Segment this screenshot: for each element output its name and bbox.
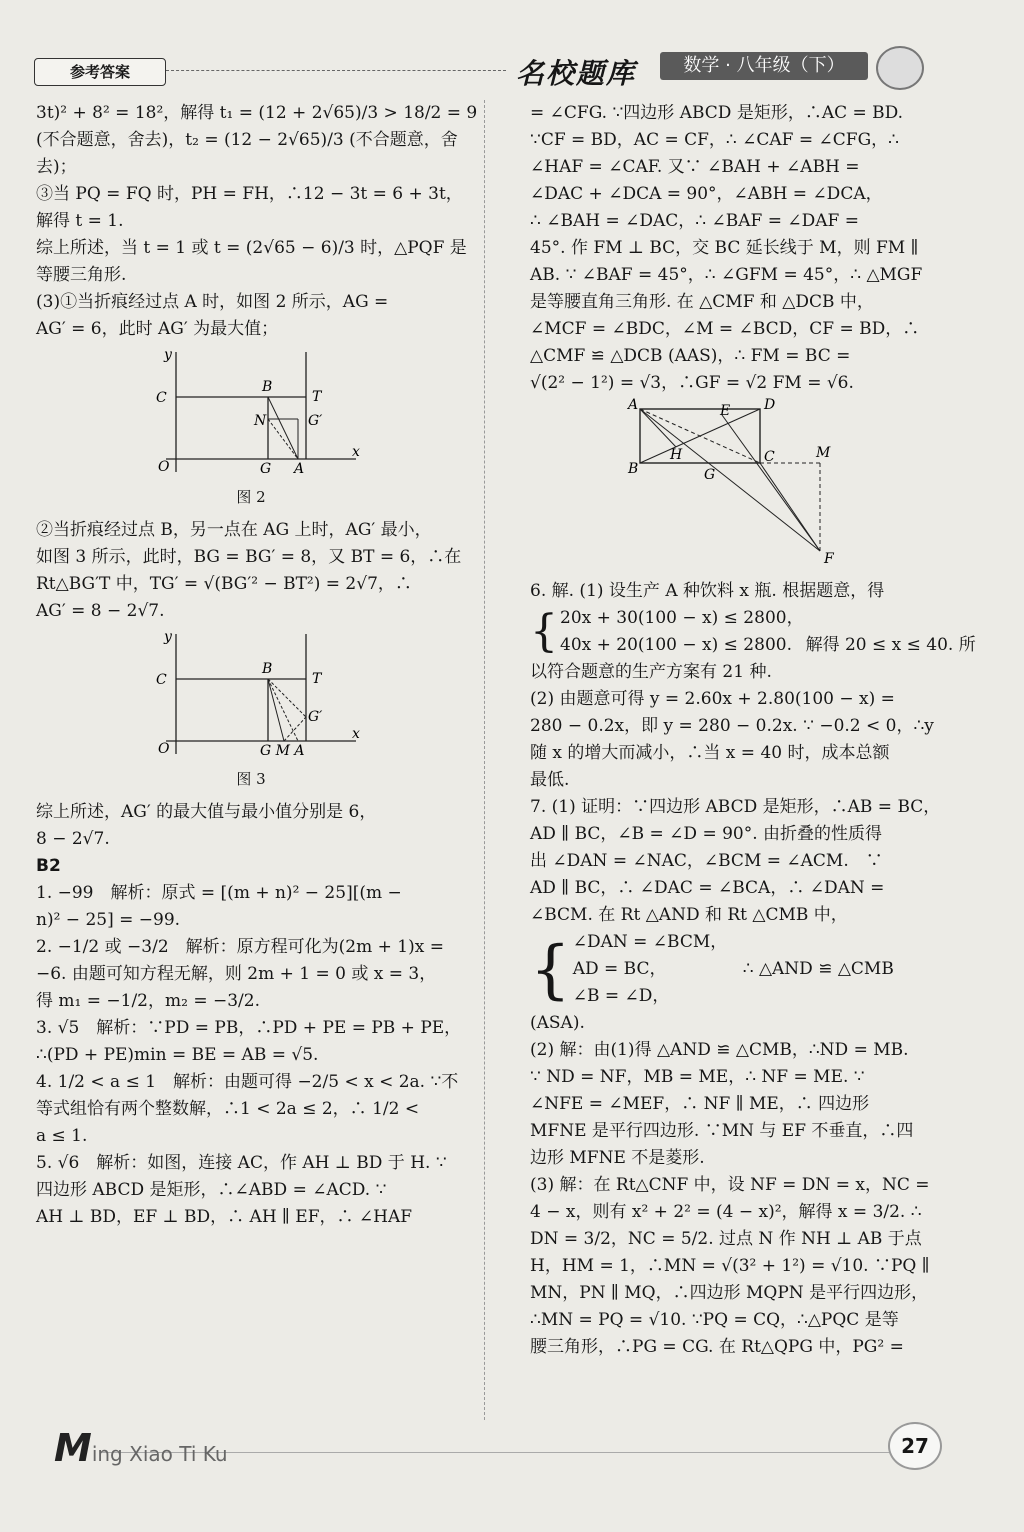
text-line: 得 m₁ = −1/2，m₂ = −3/2. [36, 991, 260, 1011]
figure-3 [146, 629, 466, 768]
text-line: 1. −99 解析：原式 = [(m + n)² − 25][(m − [36, 883, 402, 903]
text-line: 边形 MFNE 不是菱形. [530, 1148, 705, 1168]
text-line: 40x + 20(100 − x) ≤ 2800. [560, 635, 792, 655]
fig5-label-b: B [628, 461, 639, 477]
figure-2-caption: 图 2 [236, 488, 266, 506]
left-brace: { [530, 932, 571, 1007]
fig5-label-g: G [704, 467, 716, 483]
text-line: 280 − 0.2x，即 y = 280 − 0.2x. ∵ −0.2 < 0，∴y [530, 716, 934, 736]
text-line: 8 − 2√7. [36, 829, 110, 849]
text-line: H，HM = 1，∴MN = √(3² + 1²) = √10. ∵PQ ∥ [530, 1256, 930, 1276]
page-number: 27 [888, 1422, 942, 1470]
fig5-label-m: M [816, 445, 831, 461]
fig2-label-a: A [294, 461, 305, 477]
text-line: ∵CF = BD，AC = CF，∴ ∠CAF = ∠CFG，∴ [530, 130, 899, 150]
header-divider [166, 70, 506, 71]
text-line: AB. ∵ ∠BAF = 45°，∴ ∠GFM = 45°，∴ △MGF [530, 265, 923, 285]
text-line: MFNE 是平行四边形. ∵MN 与 EF 不垂直，∴四 [530, 1121, 914, 1141]
fig3-label-gma: G M A [260, 743, 305, 759]
fig3-label-b: B [262, 661, 273, 677]
text-line: AD = BC， [572, 959, 667, 979]
text-line: 等腰三角形. [36, 265, 127, 285]
left-column [36, 100, 478, 1231]
section-tab: 参考答案 [34, 58, 166, 86]
text-line: ∠MCF = ∠BDC，∠M = ∠BCD，CF = BD，∴ [530, 319, 920, 339]
text-line: AD ∥ BC，∠B = ∠D = 90°. 由折叠的性质得 [530, 824, 883, 844]
text-line: 腰三角形，∴PG = CG. 在 Rt△QPG 中，PG² = [530, 1337, 904, 1357]
text-line: AD ∥ BC，∴ ∠DAC = ∠BCA，∴ ∠DAN = [530, 878, 885, 898]
fig3-label-y: y [164, 629, 172, 645]
fig2-label-g: G [260, 461, 272, 477]
text-line: 最低. [530, 770, 570, 790]
fig2-label-y: y [164, 347, 172, 363]
text-line: 6. 解. (1) 设生产 A 种饮料 x 瓶. 根据题意，得 [530, 581, 885, 601]
text-line: a ≤ 1. [36, 1126, 88, 1146]
text-line: 去)； [36, 157, 77, 177]
text-line: √(2² − 1²) = √3，∴GF = √2 FM = √6. [530, 373, 854, 393]
fig2-label-g2: G′ [308, 413, 323, 429]
column-divider [484, 100, 485, 1420]
text-line: (不合题意，舍去)，t₂ = (12 − 2√65)/3 (不合题意，舍 [36, 130, 458, 150]
text-line: (ASA). [530, 1013, 585, 1033]
text-line: DN = 3/2，NC = 5/2. 过点 N 作 NH ⊥ AB 于点 [530, 1229, 922, 1249]
text-line: 5. √6 解析：如图，连接 AC，作 AH ⊥ BD 于 H. ∵ [36, 1153, 447, 1173]
footer-brand-initial: M [54, 1426, 92, 1470]
text-line: ∴ △AND ≌ △CMB [742, 959, 894, 979]
text-line: ∠B = ∠D， [572, 986, 670, 1006]
brand-badge-icon [876, 46, 924, 90]
fig2-label-o: O [158, 459, 170, 475]
text-line: 解得 t = 1. [36, 211, 124, 231]
text-line: 4. 1/2 < a ≤ 1 解析：由题可得 −2/5 < x < 2a. ∵不 [36, 1072, 459, 1092]
text-line: 45°. 作 FM ⊥ BC，交 BC 延长线于 M，则 FM ∥ [530, 238, 919, 258]
text-line: 综上所述，AG′ 的最大值与最小值分别是 6， [36, 802, 377, 822]
text-line: ∴ ∠BAH = ∠DAC，∴ ∠BAF = ∠DAF = [530, 211, 859, 231]
text-line: ∴(PD + PE)min = BE = AB = √5. [36, 1045, 319, 1065]
fig2-label-b: B [262, 379, 273, 395]
fig3-label-c: C [156, 672, 167, 688]
text-line: = ∠CFG. ∵四边形 ABCD 是矩形，∴AC = BD. [530, 103, 904, 123]
text-line: (2) 解：由(1)得 △AND ≌ △CMB，∴ND = MB. [530, 1040, 909, 1060]
figure-2 [146, 347, 466, 486]
text-line: MN，PN ∥ MQ，∴四边形 MQPN 是平行四边形， [530, 1283, 929, 1303]
footer-brand [54, 1426, 228, 1470]
text-line: (3) 解：在 Rt△CNF 中，设 NF = DN = x，NC = [530, 1175, 930, 1195]
text-line: AG′ = 6，此时 AG′ 为最大值； [36, 319, 279, 339]
fig3-label-t: T [312, 671, 322, 687]
fig5-label-e: E [720, 403, 731, 419]
text-line: ∴MN = PQ = √10. ∵PQ = CQ，∴△PQC 是等 [530, 1310, 899, 1330]
text-line: ∵ ND = NF，MB = ME，∴ NF = ME. ∵ [530, 1067, 865, 1087]
subject-label: 数学 · 八年级（下） [660, 52, 868, 80]
section-heading: B2 [36, 856, 61, 876]
fig5-label-h: H [670, 447, 683, 463]
text-line: Rt△BG′T 中，TG′ = √(BG′² − BT²) = 2√7，∴ [36, 574, 412, 594]
fig3-label-o: O [158, 741, 170, 757]
text-line: 随 x 的增大而减小，∴当 x = 40 时，成本总额 [530, 743, 890, 763]
text-line: △CMF ≌ △DCB (AAS)，∴ FM = BC = [530, 346, 851, 366]
text-line: 4 − x，则有 x² + 2² = (4 − x)²，解得 x = 3/2. ∴ [530, 1202, 922, 1222]
figure-3-caption: 图 3 [236, 770, 266, 788]
text-line: 四边形 ABCD 是矩形，∴∠ABD = ∠ACD. ∵ [36, 1180, 387, 1200]
text-line: AG′ = 8 − 2√7. [36, 601, 165, 621]
text-line: ∠DAN = ∠BCM， [572, 932, 728, 952]
text-line: AH ⊥ BD，EF ⊥ BD，∴ AH ∥ EF，∴ ∠HAF [36, 1207, 413, 1227]
text-line: n)² − 25] = −99. [36, 910, 181, 930]
text-line: 20x + 30(100 − x) ≤ 2800， [560, 608, 804, 628]
text-line: (2) 由题意可得 y = 2.60x + 2.80(100 − x) = [530, 689, 895, 709]
right-column [530, 100, 976, 1361]
left-brace: { [530, 606, 558, 657]
text-line: 如图 3 所示，此时，BG = BG′ = 8，又 BT = 6，∴在 [36, 547, 462, 567]
text-line: 出 ∠DAN = ∠NAC，∠BCM = ∠ACM. ∵ [530, 851, 883, 871]
congruence-system [530, 929, 936, 1010]
text-line: (3)①当折痕经过点 A 时，如图 2 所示，AG = [36, 292, 389, 312]
text-line: ③当 PQ = FQ 时，PH = FH，∴12 − 3t = 6 + 3t， [36, 184, 463, 204]
text-line: 2. −1/2 或 −3/2 解析：原方程可化为(2m + 1)x = [36, 937, 444, 957]
fig5-label-d: D [764, 397, 776, 413]
footer-brand-text: ing Xiao Ti Ku [91, 1442, 228, 1466]
text-line: ∠DAC + ∠DCA = 90°，∠ABH = ∠DCA， [530, 184, 883, 204]
fig2-label-x: x [352, 444, 360, 460]
fig5-label-f: F [824, 551, 834, 567]
fig2-label-n: N [254, 413, 267, 429]
inequality-system [530, 605, 976, 659]
text-line: 是等腰直角三角形. 在 △CMF 和 △DCB 中， [530, 292, 874, 312]
fig5-label-c: C [764, 449, 775, 465]
text-line: ∠BCM. 在 Rt △AND 和 Rt △CMB 中， [530, 905, 848, 925]
text-line: 综上所述，当 t = 1 或 t = (2√65 − 6)/3 时，△PQF 是 [36, 238, 467, 258]
text-line: 解得 20 ≤ x ≤ 40. 所 [805, 635, 976, 655]
text-line: 3. √5 解析：∵PD = PB，∴PD + PE = PB + PE， [36, 1018, 462, 1038]
text-line: 以符合题意的生产方案有 21 种. [530, 662, 772, 682]
fig3-label-x: x [352, 726, 360, 742]
fig2-label-c: C [156, 390, 167, 406]
text-line: ∠NFE = ∠MEF，∴ NF ∥ ME，∴ 四边形 [530, 1094, 870, 1114]
fig2-label-t: T [312, 389, 322, 405]
text-line: 7. (1) 证明：∵四边形 ABCD 是矩形，∴AB = BC， [530, 797, 941, 817]
fig5-label-a: A [628, 397, 639, 413]
text-line: 等式组恰有两个整数解，∴1 < 2a ≤ 2，∴ 1/2 < [36, 1099, 420, 1119]
fig3-label-g2: G′ [308, 709, 323, 725]
figure-5 [620, 397, 936, 576]
text-line: −6. 由题可知方程无解，则 2m + 1 = 0 或 x = 3， [36, 964, 437, 984]
brand-title: 名校题库 [516, 57, 637, 90]
text-line: 3t)² + 8² = 18²，解得 t₁ = (12 + 2√65)/3 > 18/2 = 9 [36, 103, 478, 123]
text-line: ②当折痕经过点 B，另一点在 AG 上时，AG′ 最小， [36, 520, 432, 540]
text-line: ∠HAF = ∠CAF. 又∵ ∠BAH + ∠ABH = [530, 157, 860, 177]
